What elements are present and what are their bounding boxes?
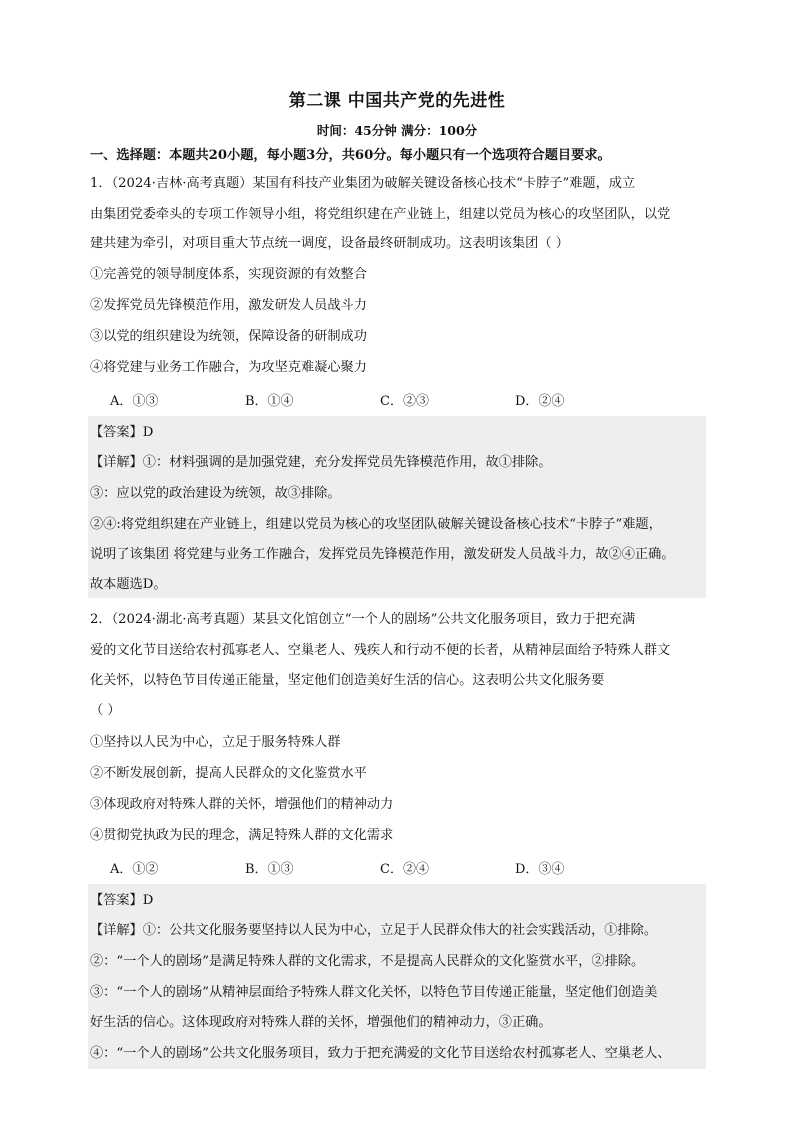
q2-option-b: B．①③ — [245, 862, 294, 877]
q1-statement: ③以党的组织建设为统领，保障设备的研制成功 — [90, 329, 367, 344]
q1-analysis-line: ③：应以党的政治建设为统领，故③排除。 — [90, 486, 341, 501]
q1-option-d: D．②④ — [515, 394, 565, 409]
q1-statement: ①完善党的领导制度体系，实现资源的有效整合 — [90, 267, 367, 282]
q2-analysis-line: ②：“一个人的剧场”是满足特殊人群的文化需求，不是提高人民群众的文化鉴赏水平，②排除。 — [90, 954, 645, 969]
q2-stem-line: （ ） — [90, 703, 121, 718]
q2-stem-line: 2．（2024·湖北·高考真题）某县文化馆创立“一个人的剧场”公共文化服务项目，致力于把充满 — [90, 612, 636, 627]
q2-statement: ④贯彻党执政为民的理念，满足特殊人群的文化需求 — [90, 828, 394, 843]
q1-statement: ②发挥党员先锋模范作用，激发研发人员战斗力 — [90, 298, 367, 313]
q1-answer-block — [88, 416, 706, 598]
q1-statement: ④将党建与业务工作融合，为攻坚克难凝心聚力 — [90, 360, 367, 375]
page-title: 第二课 中国共产党的先进性 — [288, 91, 506, 111]
q1-option-a: A．①③ — [110, 394, 159, 409]
q2-options — [110, 858, 670, 878]
q1-stem-line: 1．（2024·吉林·高考真题）某国有科技产业集团为破解关键设备核心技术“卡脖子”难题，成立 — [90, 176, 636, 191]
q1-answer: 【答案】D — [90, 425, 154, 440]
q2-stem-line: 爱的文化节目送给农村孤寡老人、空巢老人、残疾人和行动不便的长者，从精神层面给予特殊人群文 — [90, 643, 671, 658]
q2-analysis-line: 好生活的信心。这体现政府对特殊人群的关怀，增强他们的精神动力，③正确。 — [90, 1015, 552, 1030]
q2-analysis-line: 【详解】①：公共文化服务要坚持以人民为中心，立足于人民群众伟大的社会实践活动，①排除。 — [90, 923, 658, 938]
section-heading: 一、选择题：本题共20小题，每小题3分，共60分。每小题只有一个选项符合题目要求。 — [90, 148, 611, 163]
q1-options — [110, 390, 670, 410]
q2-stem-line: 化关怀，以特色节目传递正能量，坚定他们创造美好生活的信心。这表明公共文化服务要 — [90, 673, 605, 688]
exam-meta: 时间：45分钟 满分：100分 — [316, 123, 478, 138]
q1-analysis-line: 故本题选D。 — [90, 577, 167, 592]
q2-option-a: A．①② — [110, 862, 159, 877]
q2-analysis-line: ④：“一个人的剧场”公共文化服务项目，致力于把充满爱的文化节目送给农村孤寡老人、空巢老人、 — [90, 1046, 671, 1061]
q1-analysis-line: 【详解】①：材料强调的是加强党建，充分发挥党员先锋模范作用，故①排除。 — [90, 455, 552, 470]
q1-option-c: C．②③ — [380, 394, 429, 409]
q1-analysis-line: 说明了该集团 将党建与业务工作融合，发挥党员先锋模范作用，激发研发人员战斗力，故②④正确。 — [90, 547, 675, 562]
q2-statement: ③体现政府对特殊人群的关怀，增强他们的精神动力 — [90, 797, 394, 812]
q2-option-c: C．②④ — [380, 862, 429, 877]
q2-answer-block — [88, 884, 706, 1069]
q1-option-b: B．①④ — [245, 394, 294, 409]
q2-answer: 【答案】D — [90, 893, 154, 908]
q1-stem-line: 由集团党委牵头的专项工作领导小组，将党组织建在产业链上，组建以党员为核心的攻坚团队，以党 — [90, 207, 671, 222]
q2-statement: ②不断发展创新，提高人民群众的文化鉴赏水平 — [90, 766, 367, 781]
q1-stem-line: 建共建为牵引，对项目重大节点统一调度，设备最终研制成功。这表明该集团（ ） — [90, 236, 569, 251]
q1-analysis-line: ②④:将党组织建在产业链上，组建以党员为核心的攻坚团队破解关键设备核心技术“卡脖子”难题， — [90, 517, 662, 532]
q2-option-d: D．③④ — [515, 862, 565, 877]
q2-analysis-line: ③：“一个人的剧场”从精神层面给予特殊人群文化关怀，以特色节目传递正能量，坚定他们创造美 — [90, 985, 658, 1000]
q2-statement: ①坚持以人民为中心，立足于服务特殊人群 — [90, 735, 341, 750]
